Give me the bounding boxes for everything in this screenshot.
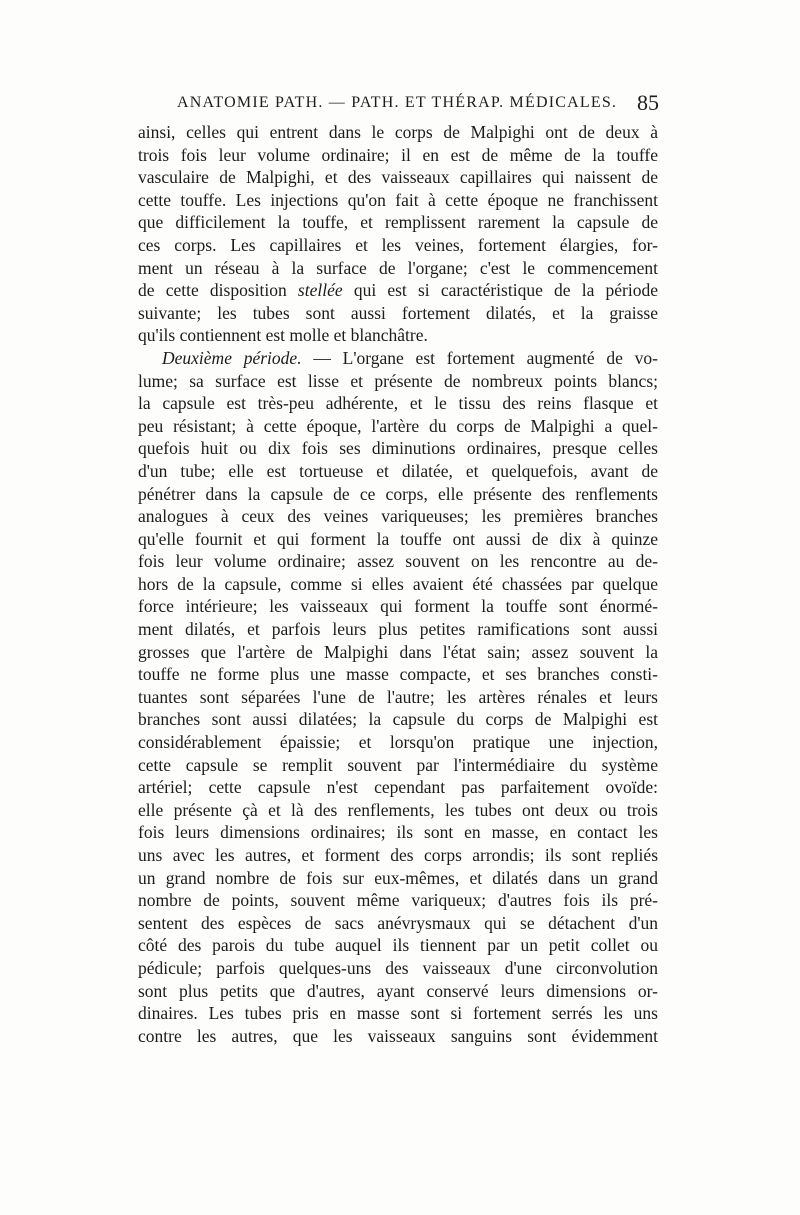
text-line: lume; sa surface est lisse et présente de nombreux points blancs; [138,370,658,391]
text-line: d'un tube; elle est tortueuse et dilatée, et quelquefois, avant de [138,460,658,481]
text-line: branches sont aussi dilatées; la capsule du corps de Malpighi est [138,709,658,730]
text-line: qu'elle fournit et qui forment la touffe ont aussi de dix à quinze [138,528,658,549]
text-line: artériel; cette capsule n'est cependant pas parfaitement ovoïde: [138,777,658,798]
text-segment: de cette disposition [138,280,287,301]
running-header [177,90,659,120]
text-line: un grand nombre de fois sur eux-mêmes, et dilatés dans un grand [138,867,658,888]
section-heading: Deuxième période. [162,347,302,368]
running-title: ANATOMIE PATH. — PATH. ET THÉRAP. MÉDICALES. [177,94,618,111]
text-line: suivante; les tubes sont aussi fortement dilatés, et la graisse [138,302,658,323]
paragraph-opening-line [138,347,658,370]
text-line: pédicule; parfois quelques-uns des vaisseaux d'une circonvolution [138,957,658,978]
text-line: qu'ils contiennent est molle et blanchâtre. [138,325,428,346]
page-number: 85 [637,90,659,115]
text-line: analogues à ceux des veines variqueuses; les premières branches [138,506,658,527]
text-line: tuantes sont séparées l'une de l'autre; les artères rénales et leurs [138,686,658,707]
text-line: sont plus petits que d'autres, ayant conservé leurs dimensions or- [138,980,658,1001]
text-line: nombre de points, souvent même variqueux; d'autres fois ils pré- [138,890,658,911]
text-segment: — L'organe est fortement augmenté de vo- [313,347,658,368]
text-line: vasculaire de Malpighi, et des vaisseaux capillaires qui naissent de [138,167,658,188]
text-segment: qui est si caractéristique de la période [353,280,658,301]
text-line: elle présente çà et là des renflements, les tubes ont deux ou trois [138,799,658,820]
text-line: peu résistant; à cette époque, l'artère du corps de Malpighi a quel- [138,415,658,436]
text-line: fois leurs dimensions ordinaires; ils sont en masse, en contact les [138,822,658,843]
text-line: quefois huit ou dix fois ses diminutions ordinaires, presque celles [138,438,658,459]
text-line: dinaires. Les tubes pris en masse sont si fortement serrés les uns [138,1003,658,1024]
text-line: cette capsule se remplit souvent par l'intermédiaire du système [138,754,658,775]
text-line: ment dilatés, et parfois leurs plus petites ramifications sont aussi [138,619,658,640]
text-line: ces corps. Les capillaires et les veines, fortement élargies, for- [138,234,658,255]
text-line: ment un réseau à la surface de l'organe; c'est le commencement [138,257,658,278]
text-line: uns avec les autres, et forment des corps arrondis; ils sont repliés [138,845,658,865]
text-line-with-italic [138,279,658,302]
body-text [138,121,658,1047]
text-line: touffe ne forme plus une masse compacte, et ses branches consti- [138,664,658,685]
text-line: pénétrer dans la capsule de ce corps, elle présente des renflements [138,483,658,504]
text-line: ainsi, celles qui entrent dans le corps de Malpighi ont de deux à [138,122,658,142]
text-line: fois leur volume ordinaire; assez souvent on les rencontre au de- [138,551,658,572]
text-line: contre les autres, que les vaisseaux sanguins sont évidemment [138,1025,658,1046]
text-line: grosses que l'artère de Malpighi dans l'état sain; assez souvent la [138,641,658,662]
text-line: sentent des espèces de sacs anévrysmaux qui se détachent d'un [138,912,658,933]
text-line: hors de la capsule, comme si elles avaient été chassées par quelque [138,573,658,594]
text-line: cette touffe. Les injections qu'on fait à cette époque ne franchissent [138,189,658,210]
italic-word: stellée [297,280,343,301]
text-line: que difficilement la touffe, et remplissent rarement la capsule de [138,212,658,233]
text-line: la capsule est très-peu adhérente, et le tissu des reins flasque et [138,393,658,414]
text-line: considérablement épaissie; et lorsqu'on pratique une injection, [138,732,658,753]
text-line: force intérieure; les vaisseaux qui forment la touffe sont énormé- [138,596,658,617]
text-line: trois fois leur volume ordinaire; il en est de même de la touffe [138,144,658,165]
text-line: côté des parois du tube auquel ils tiennent par un petit collet ou [138,935,658,956]
